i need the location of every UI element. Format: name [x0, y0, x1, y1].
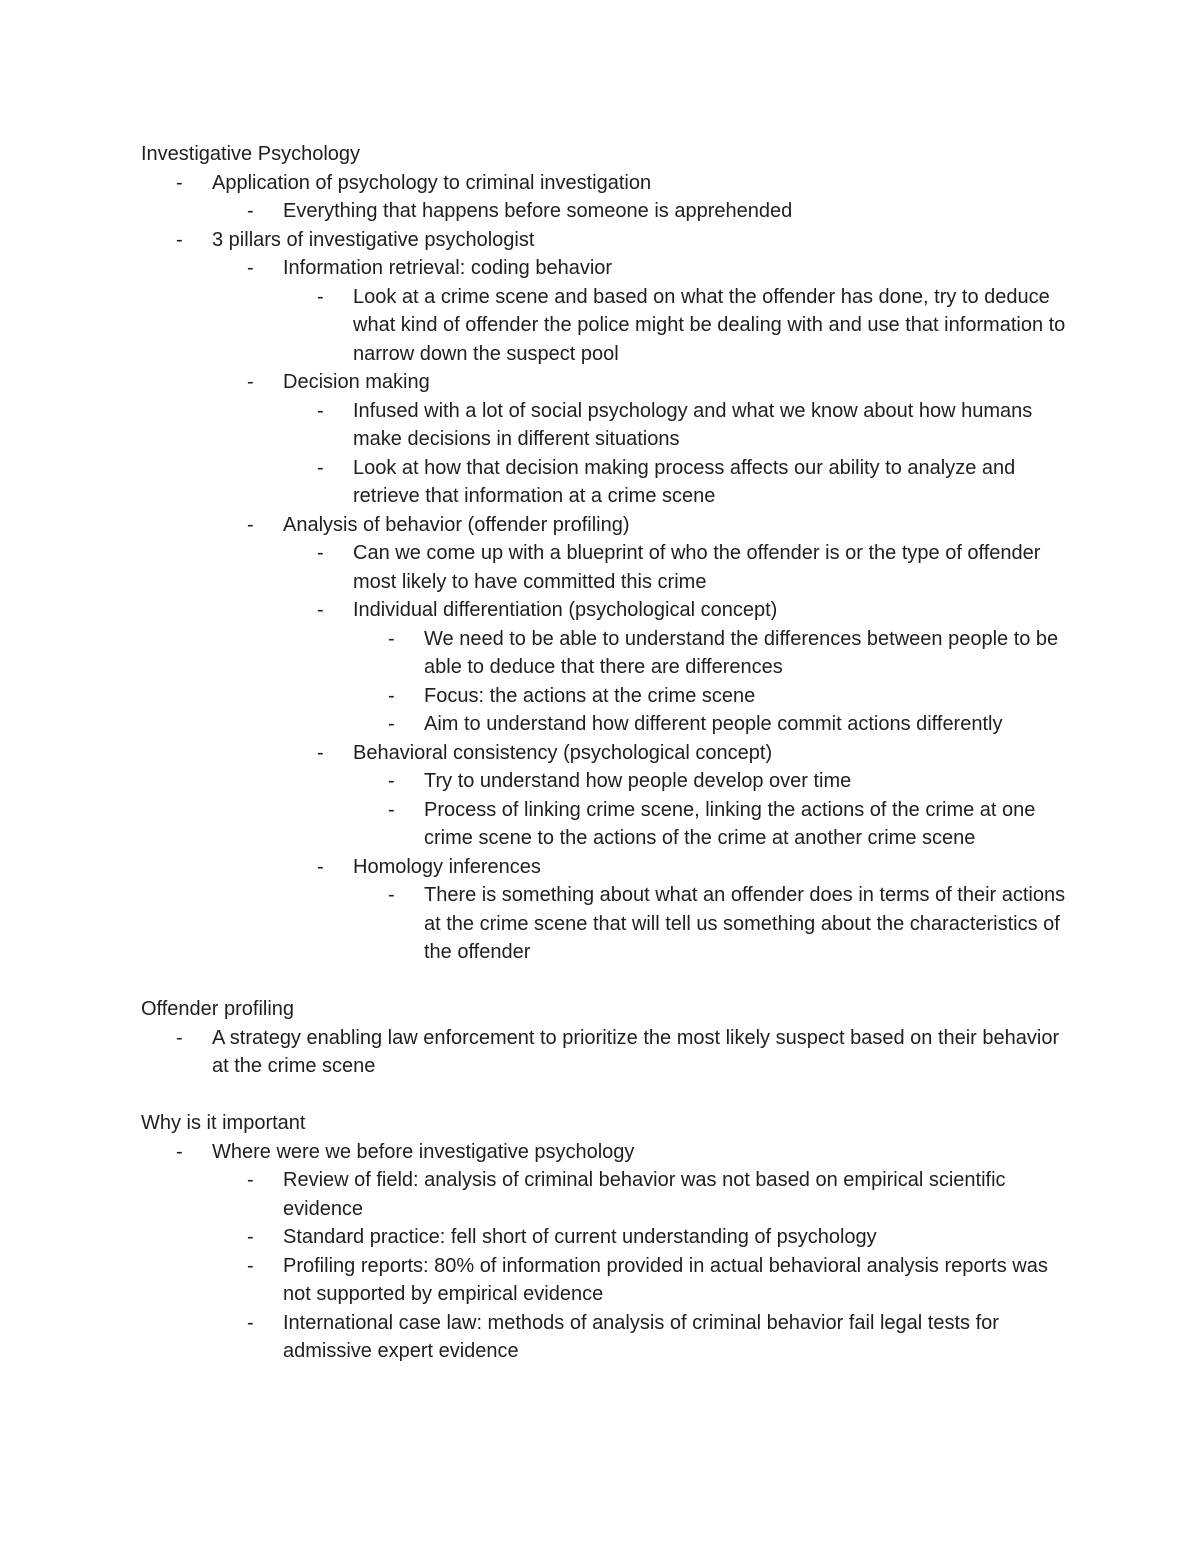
bullet-text: Look at a crime scene and based on what the offender has done, try to deduce what kind of offender the police might be dealing with and use that information to narrow down the suspect pool [353, 285, 1066, 365]
bullet-text: Individual differentiation (psychological concept) [353, 599, 778, 621]
dash-bullet-icon: - [388, 798, 395, 821]
bullet-item-level-4 [141, 682, 1081, 711]
dash-bullet-icon: - [388, 684, 395, 707]
dash-bullet-icon: - [247, 257, 254, 279]
bullet-item-level-3 [141, 539, 1081, 596]
dash-bullet-icon: - [247, 1254, 254, 1277]
bullet-item-level-1 [141, 1024, 1081, 1081]
bullet-item-level-2 [141, 368, 1081, 397]
dash-bullet-icon: - [247, 1226, 254, 1248]
dash-bullet-icon: - [388, 627, 395, 650]
bullet-text: Decision making [283, 371, 430, 393]
bullet-item-level-1 [141, 1138, 1081, 1167]
section-heading: Offender profiling [141, 998, 295, 1020]
bullet-text: A strategy enabling law enforcement to prioritize the most likely suspect based on their behavior at the crime scene [212, 1026, 1060, 1077]
dash-bullet-icon: - [317, 741, 324, 764]
dash-bullet-icon: - [176, 171, 183, 194]
outline-section [141, 1109, 1081, 1366]
bullet-item-level-2 [141, 197, 1081, 226]
dash-bullet-icon: - [247, 1169, 254, 1191]
bullet-text: Standard practice: fell short of current understanding of psychology [283, 1226, 877, 1248]
bullet-item-level-2 [141, 1223, 1081, 1252]
dash-bullet-icon: - [317, 456, 324, 479]
bullet-text: Focus: the actions at the crime scene [424, 684, 756, 707]
dash-bullet-icon: - [317, 399, 324, 422]
dash-bullet-icon: - [176, 1026, 183, 1049]
bullet-item-level-2 [141, 1309, 1081, 1366]
bullet-item-level-1 [141, 226, 1081, 255]
bullet-item-level-3 [141, 454, 1081, 511]
dash-bullet-icon: - [247, 200, 254, 222]
bullet-text: Where were we before investigative psychology [212, 1140, 635, 1163]
bullet-text: Aim to understand how different people commit actions differently [424, 713, 1003, 735]
section-heading: Investigative Psychology [141, 143, 361, 165]
bullet-text: Look at how that decision making process affects our ability to analyze and retrieve that information at a crime scene [353, 456, 1016, 507]
dash-bullet-icon: - [317, 855, 324, 878]
bullet-item-level-4 [141, 796, 1081, 853]
bullet-item-level-3 [141, 853, 1081, 882]
bullet-text: Process of linking crime scene, linking the actions of the crime at one crime scene to the actions of the crime at another crime scene [424, 798, 1036, 849]
dash-bullet-icon: - [176, 228, 183, 251]
bullet-item-level-3 [141, 739, 1081, 768]
bullet-text: International case law: methods of analysis of criminal behavior fail legal tests for admissive expert evidence [283, 1311, 999, 1362]
bullet-text: Infused with a lot of social psychology and what we know about how humans make decisions in different situations [353, 399, 1033, 450]
dash-bullet-icon: - [388, 770, 395, 792]
section-heading: Why is it important [141, 1112, 306, 1134]
bullet-item-level-3 [141, 596, 1081, 625]
bullet-text: Information retrieval: coding behavior [283, 257, 613, 279]
dash-bullet-icon: - [317, 599, 324, 621]
bullet-text: We need to be able to understand the differences between people to be able to deduce that there are differences [424, 627, 1059, 678]
dash-bullet-icon: - [317, 542, 324, 564]
bullet-text: 3 pillars of investigative psychologist [212, 228, 535, 251]
dash-bullet-icon: - [247, 371, 254, 393]
dash-bullet-icon: - [247, 513, 254, 536]
bullet-item-level-2 [141, 1252, 1081, 1309]
bullet-item-level-4 [141, 767, 1081, 796]
bullet-text: Analysis of behavior (offender profiling) [283, 513, 630, 536]
dash-bullet-icon: - [388, 884, 395, 906]
dash-bullet-icon: - [388, 713, 395, 735]
bullet-item-level-3 [141, 283, 1081, 369]
outline-section [141, 995, 1081, 1081]
bullet-item-level-4 [141, 625, 1081, 682]
bullet-text: Behavioral consistency (psychological concept) [353, 741, 773, 764]
bullet-text: Profiling reports: 80% of information provided in actual behavioral analysis reports was not supported by empirical evidence [283, 1254, 1048, 1305]
bullet-item-level-4 [141, 710, 1081, 739]
bullet-item-level-4 [141, 881, 1081, 967]
bullet-text: Homology inferences [353, 855, 541, 878]
bullet-item-level-1 [141, 169, 1081, 198]
dash-bullet-icon: - [176, 1140, 183, 1163]
bullet-text: Can we come up with a blueprint of who the offender is or the type of offender most likely to have committed this crime [353, 542, 1041, 593]
bullet-text: Review of field: analysis of criminal behavior was not based on empirical scientific evidence [283, 1169, 1006, 1220]
bullet-text: Everything that happens before someone is apprehended [283, 200, 793, 222]
bullet-text: Application of psychology to criminal investigation [212, 171, 652, 194]
bullet-item-level-2 [141, 254, 1081, 283]
bullet-item-level-2 [141, 1166, 1081, 1223]
outline-section [141, 140, 1081, 967]
bullet-item-level-2 [141, 511, 1081, 540]
bullet-text: Try to understand how people develop over time [424, 770, 852, 792]
document-body [141, 140, 1081, 1366]
dash-bullet-icon: - [317, 285, 324, 308]
bullet-item-level-3 [141, 397, 1081, 454]
dash-bullet-icon: - [247, 1311, 254, 1334]
bullet-text: There is something about what an offender does in terms of their actions at the crime scene that will tell us something about the characteristics of the offender [424, 884, 1066, 963]
